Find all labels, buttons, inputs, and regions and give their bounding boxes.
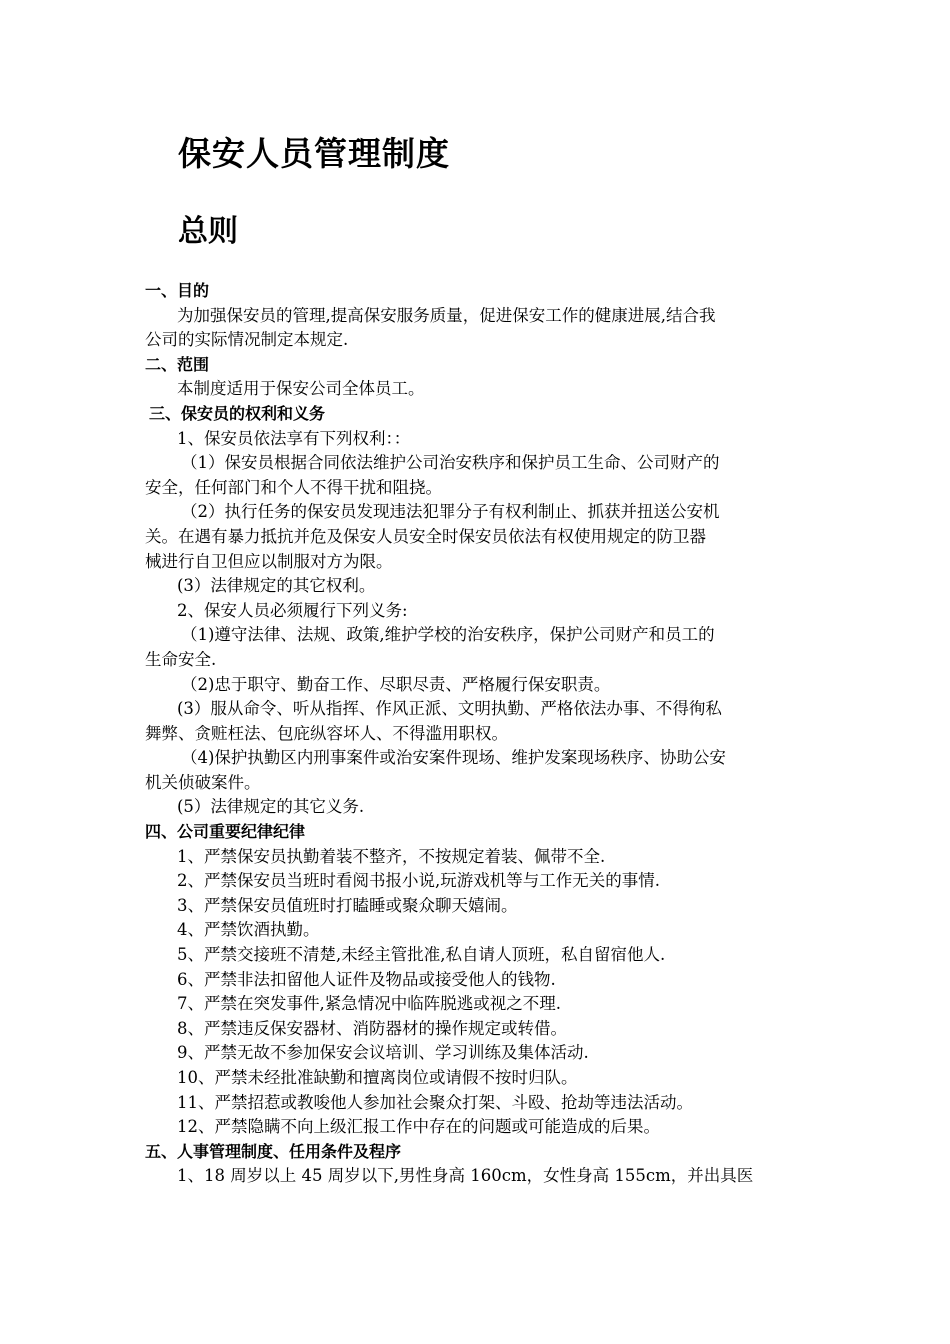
- paragraph-line: （2)忠于职守、勤奋工作、尽职尽责、严格履行保安职责。: [181, 674, 611, 694]
- section-heading: 五、人事管理制度、任用条件及程序: [145, 1141, 402, 1161]
- paragraph-line: 9、严禁无故不参加保安会议培训、学习训练及集体活动.: [177, 1043, 589, 1063]
- paragraph-line: 6、严禁非法扣留他人证件及物品或接受他人的钱物.: [177, 969, 556, 989]
- paragraph-line: 8、严禁违反保安器材、消防器材的操作规定或转借。: [177, 1018, 567, 1038]
- paragraph-line: 关。在遇有暴力抵抗并危及保安人员安全时保安员依法有权使用规定的防卫器: [145, 526, 706, 546]
- paragraph-line: (3）服从命令、听从指挥、作风正派、文明执勤、严格依法办事、不得徇私: [177, 699, 722, 719]
- paragraph-line: 1、严禁保安员执勤着装不整齐，不按规定着装、佩带不全.: [177, 846, 606, 866]
- paragraph-line: 机关侦破案件。: [145, 772, 261, 792]
- paragraph-line: 3、严禁保安员值班时打瞌睡或聚众聊天嬉闹。: [177, 895, 518, 915]
- paragraph-line: （2）执行任务的保安员发现违法犯罪分子有权利制止、抓获并扭送公安机: [181, 502, 720, 522]
- section-heading: 一、目的: [145, 281, 210, 300]
- paragraph-line: 舞弊、贪赃枉法、包庇纵容坏人、不得滥用职权。: [145, 723, 508, 743]
- paragraph-line: 4、严禁饮酒执勤。: [177, 920, 320, 940]
- paragraph-line: 5、严禁交接班不清楚,未经主管批准,私自请人顶班，私自留宿他人.: [177, 945, 666, 965]
- paragraph-line: （1)遵守法律、法规、政策,维护学校的治安秩序，保护公司财产和员工的: [181, 625, 715, 645]
- paragraph-line: (3）法律规定的其它权利。: [177, 576, 376, 596]
- section-heading: 三、保安员的权利和义务: [149, 403, 326, 423]
- section-heading: 四、公司重要纪律纪律: [145, 822, 306, 842]
- paragraph-line: 生命安全.: [145, 649, 217, 669]
- paragraph-line: 12、严禁隐瞒不向上级汇报工作中存在的问题或可能造成的后果。: [177, 1117, 660, 1137]
- paragraph-line: （4)保护执勤区内刑事案件或治安案件现场、维护发案现场秩序、协助公安: [181, 748, 726, 768]
- paragraph-line: 1、保安员依法享有下列权利：：: [177, 428, 411, 448]
- document-subtitle: 总则: [178, 214, 238, 249]
- paragraph-line: （1）保安员根据合同依法维护公司治安秩序和保护员工生命、公司财产的: [181, 453, 720, 473]
- paragraph-line: 械进行自卫但应以制服对方为限。: [145, 551, 393, 571]
- paragraph-line: 安全，任何部门和个人不得干扰和阻挠。: [145, 477, 442, 497]
- section-heading: 二、范围: [145, 354, 210, 374]
- paragraph-line: 7、严禁在突发事件,紧急情况中临阵脱逃或视之不理.: [177, 994, 561, 1014]
- document-body: [145, 279, 805, 1189]
- paragraph-line: 11、严禁招惹或教唆他人参加社会聚众打架、斗殴、抢劫等违法活动。: [177, 1092, 693, 1112]
- paragraph-line: 为加强保安员的管理,提高保安服务质量，促进保安工作的健康进展,结合我: [177, 305, 716, 325]
- paragraph-line: 公司的实际情况制定本规定.: [145, 330, 349, 350]
- paragraph-line: 2、严禁保安员当班时看阅书报小说,玩游戏机等与工作无关的事情.: [177, 871, 660, 891]
- paragraph-line: 本制度适用于保安公司全体员工。: [177, 379, 425, 399]
- paragraph-line: 10、严禁未经批准缺勤和擅离岗位或请假不按时归队。: [177, 1068, 578, 1087]
- paragraph-line: 2、保安人员必须履行下列义务:: [177, 600, 408, 620]
- document-title: 保安人员管理制度: [178, 134, 450, 173]
- paragraph-line: (5）法律规定的其它义务.: [177, 797, 365, 817]
- paragraph-line: 1、18 周岁以上 45 周岁以下,男性身高 160cm，女性身高 155cm，并出具医: [177, 1166, 754, 1186]
